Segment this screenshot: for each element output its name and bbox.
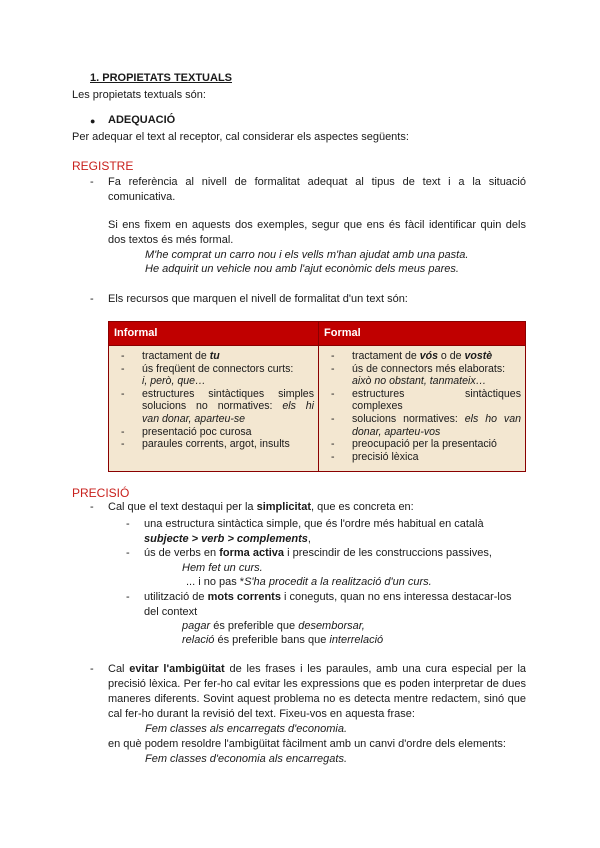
informal-header: Informal <box>109 322 319 346</box>
registre-p3: Els recursos que marquen el nivell de formalitat d'un text són: <box>108 293 408 305</box>
adequacio-text: Per adequar el text al receptor, cal considerar els aspectes següents: <box>72 131 409 143</box>
precisio-item-2 <box>90 662 526 722</box>
dash: - <box>90 663 94 675</box>
precisio-p2-continued: en què podem resoldre l'ambigüitat fàcilment amb un canvi d'ordre dels elements: <box>108 738 506 750</box>
registre-item-2 <box>90 292 526 307</box>
precisio-example-a: Fem classes als encarregats d'economia. <box>145 723 348 735</box>
informal-item: - ús freqüent de connectors curts: i, però, que… <box>121 362 294 388</box>
precisio-sub-2-example-2: ... i no pas *S'ha procedit a la realització d'un curs. <box>186 576 432 588</box>
precisio-sub-2-example-1: Hem fet un curs. <box>182 562 263 574</box>
registre-example-2: He adquirit un vehicle nou amb l'ajut econòmic dels meus pares. <box>145 263 459 275</box>
dash: - <box>126 591 130 603</box>
precisio-sub-3: - utilització de mots corrents i coneguts, quan no ens interessa destacar-los del context <box>126 591 512 618</box>
adequacio-heading: ADEQUACIÓ <box>108 114 176 126</box>
registre-heading: REGISTRE <box>72 159 134 173</box>
informal-cell <box>109 346 319 472</box>
registre-item-1 <box>90 175 526 205</box>
precisio-sub-3-example-2: relació és preferible bans que interrelació <box>182 634 384 646</box>
formality-table <box>108 321 526 472</box>
registre-example-1: M'he comprat un carro nou i els vells m'han ajudat amb una pasta. <box>145 249 469 261</box>
intro-text: Les propietats textuals són: <box>72 89 206 101</box>
formal-item: - preocupació per la presentació <box>331 438 497 451</box>
section-title: 1. PROPIETATS TEXTUALS <box>90 72 232 84</box>
adequacio-bullet: ● <box>90 116 96 126</box>
formal-item: - ús de connectors més elaborats: això no obstant, tanmateix… <box>331 362 506 388</box>
informal-item: - presentació poc curosa <box>121 425 252 438</box>
formal-cell <box>319 346 526 472</box>
formal-item: - solucions normatives: els ho van donar, aparteu-vos <box>331 412 521 438</box>
registre-p1: Fa referència al nivell de formalitat adequat al tipus de text i a la situació comunicativa. <box>108 176 526 203</box>
precisio-p2: Cal evitar l'ambigüitat de les frases i les paraules, amb una cura especial per la precisió lèxica. Per fer-ho cal evitar les expressions que es poden interpretar de dues maneres diferents. Sovint aquest problema no es detecta mentre redactem, sinó que cal fer-ho durant la revisió del text. Fixeu-vos en aquesta frase: <box>108 663 527 720</box>
registre-p2: Si ens fixem en aquests dos exemples, segur que ens és fàcil identificar quin dels dos textos és més formal. <box>108 219 526 246</box>
dash: - <box>126 547 130 559</box>
dash: - <box>90 501 94 513</box>
precisio-item-1 <box>90 500 526 515</box>
formal-item: - precisió lèxica <box>331 450 419 463</box>
precisio-heading: PRECISIÓ <box>72 486 130 500</box>
formal-item: - tractament de vós o de vostè <box>331 350 493 362</box>
precisio-sub-2: - ús de verbs en forma activa i prescindir de les construccions passives, <box>126 547 492 559</box>
dash: - <box>90 176 94 188</box>
precisio-p1: Cal que el text destaqui per la simplicitat, que es concreta en: <box>108 501 414 513</box>
formal-item: - estructures sintàctiques complexes <box>331 387 521 413</box>
informal-item: - paraules corrents, argot, insults <box>121 438 290 451</box>
precisio-example-b: Fem classes d'economia als encarregats. <box>145 753 348 765</box>
informal-item: - estructures sintàctiques simples solucions no normatives: els hi van donar, aparteu-se <box>121 387 314 425</box>
dash: - <box>90 293 94 305</box>
informal-item: - tractament de tu <box>121 350 220 362</box>
precisio-sub-1: - una estructura sintàctica simple, que és l'ordre més habitual en català subjecte > verb > complements, <box>126 518 484 545</box>
dash: - <box>126 518 130 530</box>
precisio-sub-3-example-1: pagar és preferible que desemborsar, <box>182 620 365 632</box>
formal-header: Formal <box>319 322 526 346</box>
